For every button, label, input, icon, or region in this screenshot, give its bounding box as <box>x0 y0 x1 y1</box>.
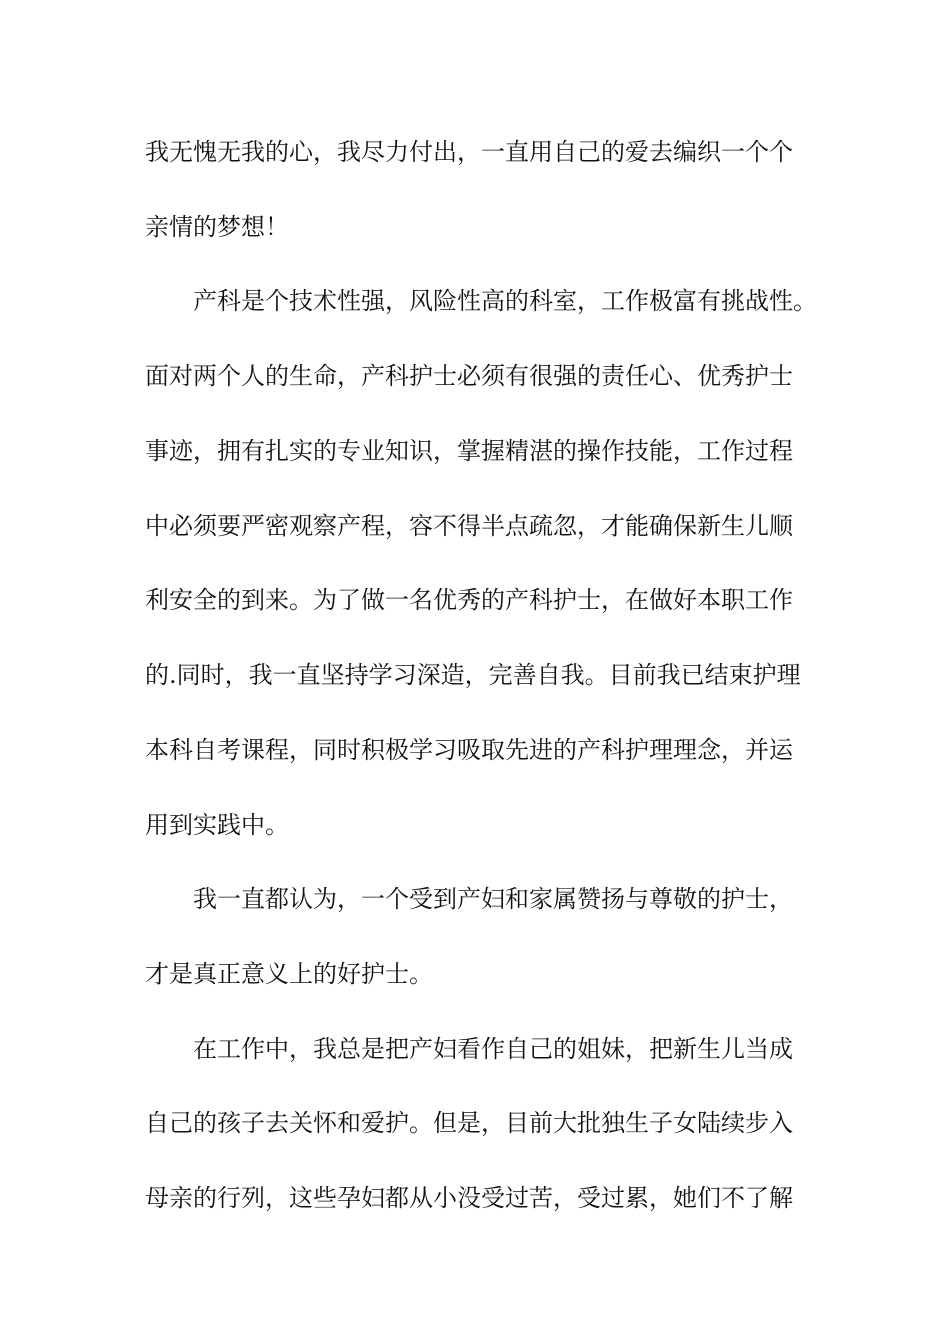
text-line: 本科自考课程，同时积极学习吸取先进的产科护理理念，并运 <box>145 736 793 764</box>
paragraph-first-line: 产科是个技术性强，风险性高的科室，工作极富有挑战性。 <box>193 287 817 315</box>
text-line: 的.同时，我一直坚持学习深造，完善自我。目前我已结束护理 <box>145 661 801 689</box>
text-line: 自己的孩子去关怀和爱护。但是，目前大批独生子女陆续步入 <box>145 1109 793 1137</box>
text-line: 亲情的梦想！ <box>145 213 289 241</box>
text-line: 母亲的行列，这些孕妇都从小没受过苦，受过累，她们不了解 <box>145 1184 793 1212</box>
text-line: 用到实践中。 <box>145 811 289 839</box>
paragraph-first-line: 在工作中，我总是把产妇看作自己的姐妹，把新生儿当成 <box>193 1035 793 1063</box>
text-line: 面对两个人的生命，产科护士必须有很强的责任心、优秀护士 <box>145 362 793 390</box>
text-line: 利安全的到来。为了做一名优秀的产科护士，在做好本职工作 <box>145 586 793 614</box>
text-line: 才是真正意义上的好护士。 <box>145 960 433 988</box>
text-line: 中必须要严密观察产程，容不得半点疏忽，才能确保新生儿顺 <box>145 512 793 540</box>
text-line: 我无愧无我的心，我尽力付出，一直用自己的爱去编织一个个 <box>145 138 793 166</box>
paragraph-first-line: 我一直都认为，一个受到产妇和家属赞扬与尊敬的护士， <box>193 885 793 913</box>
text-line: 事迹，拥有扎实的专业知识，掌握精湛的操作技能，工作过程 <box>145 437 793 465</box>
